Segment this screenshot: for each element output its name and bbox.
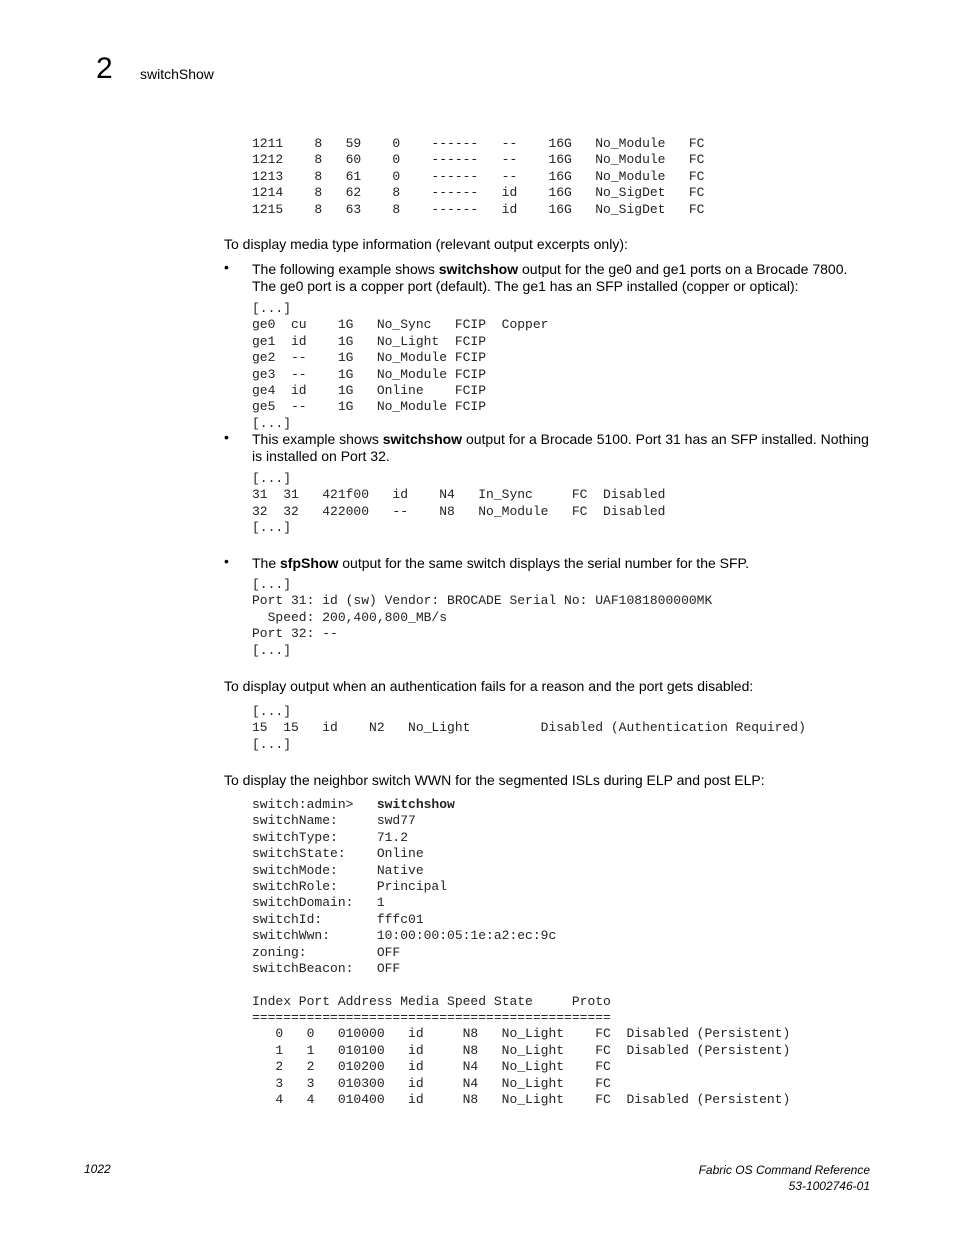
code-block-auth (252, 704, 806, 753)
code-line: [...] (252, 471, 292, 486)
code-line: 1212 8 60 0 ------ -- 16G No_Module FC (252, 152, 705, 168)
code-block-5100 (252, 471, 665, 537)
code-line: [...] (252, 301, 292, 316)
code-line: [...] (252, 642, 292, 658)
code-block-switchshow (252, 797, 790, 1108)
code-line: zoning: OFF (252, 944, 401, 960)
bullet-text-post: output for the ge0 and ge1 ports on a Brocade 7800. The ge0 port is a copper port (default). The ge1 has an SFP installed (copper or optical): (252, 261, 848, 294)
code-line: ============================================== (252, 1010, 611, 1026)
code-line: 0 0 010000 id N8 No_Light FC Disabled (Persistent) (252, 1026, 791, 1042)
paragraph-media-type: To display media type information (relevant output excerpts only): (224, 236, 628, 252)
bullet-text-pre: The following example shows (252, 261, 439, 277)
code-line: 32 32 422000 -- N8 No_Module FC Disabled (252, 503, 666, 519)
code-line: switchDomain: 1 (252, 895, 385, 911)
code-line: 31 31 421f00 id N4 In_Sync FC Disabled (252, 487, 666, 503)
code-line: switchRole: Principal (252, 878, 448, 894)
code-line: 1 1 010100 id N8 No_Light FC Disabled (Persistent) (252, 1042, 791, 1058)
code-line: 4 4 010400 id N8 No_Light FC Disabled (Persistent) (252, 1092, 791, 1108)
code-block-ge-ports (252, 301, 548, 432)
code-line: Port 31: id (sw) Vendor: BROCADE Serial No: UAF1081800000MK (252, 593, 713, 609)
code-line: 1213 8 61 0 ------ -- 16G No_Module FC (252, 168, 705, 184)
code-line: ge4 id 1G Online FCIP (252, 382, 487, 398)
page-number: 1022 (84, 1162, 111, 1176)
running-head: switchShow (140, 66, 214, 82)
code-line: Index Port Address Media Speed State Proto (252, 993, 611, 1009)
paragraph-authentication: To display output when an authentication fails for a reason and the port gets disabled: (224, 678, 754, 694)
bullet-text-pre: The (252, 555, 281, 571)
code-line: 1215 8 63 8 ------ id 16G No_SigDet FC (252, 201, 705, 217)
bullet-text-pre: This example shows (252, 431, 383, 447)
code-line: switchWwn: 10:00:00:05:1e:a2:ec:9c (252, 928, 557, 944)
code-line: [...] (252, 736, 292, 752)
code-block-sfp (252, 577, 712, 659)
code-line: Speed: 200,400,800_MB/s (252, 609, 448, 625)
bullet-text-post: output for the same switch displays the serial number for the SFP. (338, 555, 749, 571)
command-name: switchshow (438, 261, 519, 277)
code-line-prompt (252, 797, 790, 813)
code-line: 1214 8 62 8 ------ id 16G No_SigDet FC (252, 185, 705, 201)
footer-doc-title: Fabric OS Command Reference (698, 1163, 870, 1177)
code-line: ge1 id 1G No_Light FCIP (252, 333, 487, 349)
command-name: sfpShow (280, 555, 339, 571)
bullet-text-brocade-5100 (252, 431, 872, 465)
bullet-text-sfpshow (252, 555, 872, 572)
chapter-number: 2 (96, 52, 113, 85)
command-name: switchshow (376, 797, 455, 812)
code-line: ge2 -- 1G No_Module FCIP (252, 350, 487, 366)
code-line: [...] (252, 415, 292, 431)
code-line: [...] (252, 704, 292, 719)
prompt-text: switch:admin> (252, 797, 377, 812)
code-line: 3 3 010300 id N4 No_Light FC (252, 1075, 611, 1091)
code-line: ge0 cu 1G No_Sync FCIP Copper (252, 317, 549, 333)
bullet-text-ge-ports (252, 261, 872, 295)
code-line: switchState: Online (252, 846, 424, 862)
code-line: switchType: 71.2 (252, 829, 409, 845)
code-line: switchName: swd77 (252, 813, 416, 829)
bullet-icon: • (224, 553, 229, 569)
paragraph-neighbor-wwn: To display the neighbor switch WWN for the segmented ISLs during ELP and post ELP: (224, 772, 765, 788)
code-line (252, 977, 790, 993)
code-line: Port 32: -- (252, 626, 338, 642)
code-line: 1211 8 59 0 ------ -- 16G No_Module FC (252, 136, 705, 151)
footer-doc-id: 53-1002746-01 (788, 1179, 870, 1193)
code-line: switchMode: Native (252, 862, 424, 878)
command-name: switchshow (382, 431, 463, 447)
footer-doc-info (699, 1162, 870, 1194)
code-block-ports (252, 136, 704, 218)
bullet-text-post: output for a Brocade 5100. Port 31 has an SFP installed. Nothing is installed on Port 32. (252, 431, 869, 464)
bullet-icon: • (224, 259, 229, 275)
code-line: ge3 -- 1G No_Module FCIP (252, 366, 487, 382)
bullet-icon: • (224, 429, 229, 445)
code-line: 2 2 010200 id N4 No_Light FC (252, 1059, 611, 1075)
code-line: ge5 -- 1G No_Module FCIP (252, 399, 487, 415)
code-line: [...] (252, 520, 292, 536)
code-line: [...] (252, 577, 292, 592)
code-line: switchBeacon: OFF (252, 960, 401, 976)
code-line: 15 15 id N2 No_Light Disabled (Authentication Required) (252, 720, 806, 736)
code-line: switchId: fffc01 (252, 911, 424, 927)
